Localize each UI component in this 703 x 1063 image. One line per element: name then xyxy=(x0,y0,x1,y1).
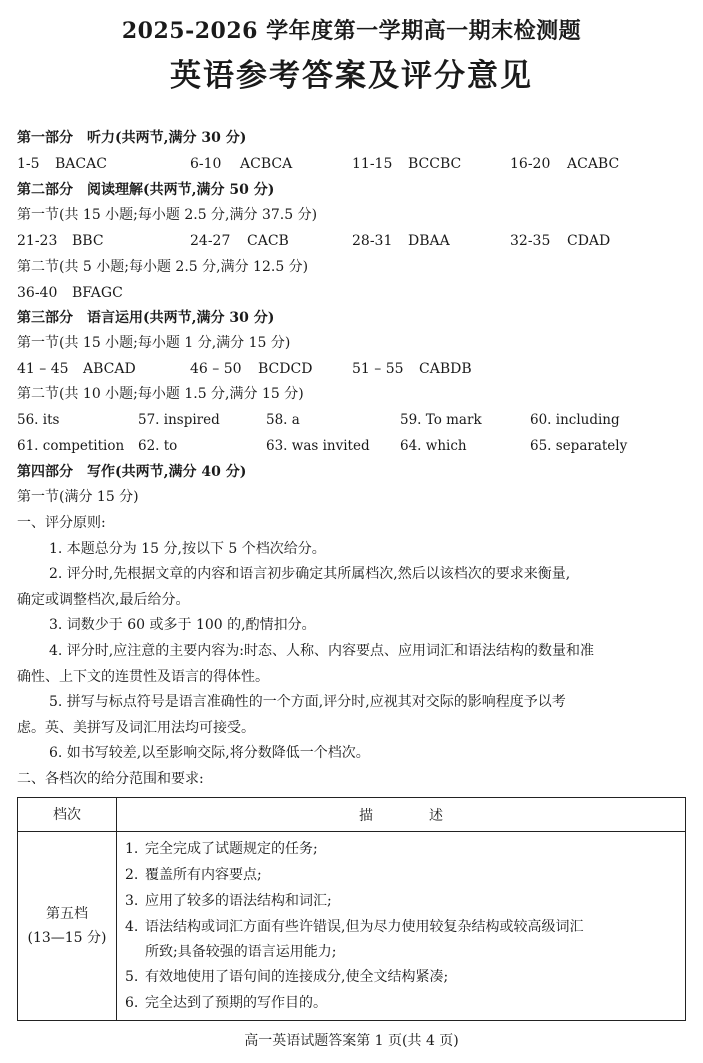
table-header-row xyxy=(18,798,686,832)
part2-section1: 第一节(共 15 小题;每小题 2.5 分,满分 37.5 分) xyxy=(17,207,318,223)
part3-section1: 第一节(共 15 小题;每小题 1 分,满分 15 分) xyxy=(17,335,291,351)
requirement-item xyxy=(123,836,685,862)
fill-answer: 64. which xyxy=(400,438,467,454)
requirement-item xyxy=(123,914,685,940)
answer-range: 41 – 45 xyxy=(17,361,69,377)
grading-table xyxy=(17,797,686,1021)
level-name: 第五档 xyxy=(46,906,88,922)
fill-answer: 62. to xyxy=(138,438,178,454)
part2-heading: 第二部分 阅读理解(共两节,满分 50 分) xyxy=(17,182,275,198)
item-number: 1. xyxy=(125,841,139,857)
item-text: 覆盖所有内容要点; xyxy=(145,867,262,883)
answer-key: BCCBC xyxy=(408,156,462,172)
item-text: 完全完成了试题规定的任务; xyxy=(145,841,318,857)
requirement-item xyxy=(123,862,685,888)
answer-range: 11-15 xyxy=(352,156,393,172)
answer-key: BACAC xyxy=(55,156,107,172)
fill-answer: 63. was invited xyxy=(266,438,370,454)
item-number: 2. xyxy=(125,867,139,883)
fill-answer: 60. including xyxy=(530,412,620,428)
answer-key: CDAD xyxy=(567,233,611,249)
item-number: 4. xyxy=(125,919,139,935)
item-text: 有效地使用了语句间的连接成分,使全文结构紧凑; xyxy=(145,969,449,985)
principle-6: 6. 如书写较差,以至影响交际,将分数降低一个档次。 xyxy=(49,745,370,761)
principle-5: 5. 拼写与标点符号是语言准确性的一个方面,评分时,应视其对交际的影响程度予以考 xyxy=(49,694,566,710)
col-level-header: 档次 xyxy=(18,798,117,832)
answer-key: CABDB xyxy=(419,361,472,377)
part4-section1: 第一节(满分 15 分) xyxy=(17,489,139,505)
answer-key: BBC xyxy=(72,233,104,249)
description-cell xyxy=(117,832,686,1021)
fill-answer: 58. a xyxy=(266,412,300,428)
ranges-heading: 二、各档次的给分范围和要求: xyxy=(17,771,204,787)
answer-range: 36-40 xyxy=(17,285,58,301)
answer-range: 21-23 xyxy=(17,233,58,249)
principle-2: 2. 评分时,先根据文章的内容和语言初步确定其所属档次,然后以该档次的要求来衡量, xyxy=(49,566,571,582)
answer-range: 46 – 50 xyxy=(190,361,242,377)
fill-answer: 59. To mark xyxy=(400,412,482,428)
item-number: 3. xyxy=(125,893,139,909)
answer-key: CACB xyxy=(247,233,289,249)
answer-range: 28-31 xyxy=(352,233,393,249)
fill-answer: 56. its xyxy=(17,412,60,428)
answer-key: ACABC xyxy=(567,156,620,172)
answer-range: 32-35 xyxy=(510,233,551,249)
principle-2-cont: 确定或调整档次,最后给分。 xyxy=(17,592,190,608)
principle-1: 1. 本题总分为 15 分,按以下 5 个档次给分。 xyxy=(49,541,326,557)
answer-key-title: 英语参考答案及评分意见 xyxy=(170,58,533,94)
part3-section2: 第二节(共 10 小题;每小题 1.5 分,满分 15 分) xyxy=(17,386,304,402)
exam-title: 2025-2026 学年度第一学期高一期末检测题 xyxy=(121,18,582,44)
fill-answer: 65. separately xyxy=(530,438,628,454)
col-description-header: 描 述 xyxy=(117,798,686,832)
answer-key: ABCAD xyxy=(83,361,136,377)
answer-key: DBAA xyxy=(408,233,450,249)
part4-heading: 第四部分 写作(共两节,满分 40 分) xyxy=(17,464,247,480)
answer-range: 1-5 xyxy=(17,156,40,172)
part3-heading: 第三部分 语言运用(共两节,满分 30 分) xyxy=(17,310,275,326)
part2-section2: 第二节(共 5 小题;每小题 2.5 分,满分 12.5 分) xyxy=(17,259,309,275)
requirement-item xyxy=(123,888,685,914)
item-number: 5. xyxy=(125,969,139,985)
table-row xyxy=(18,832,686,1021)
answer-key: BFAGC xyxy=(72,285,123,301)
requirement-item xyxy=(123,990,685,1016)
principles-heading: 一、评分原则: xyxy=(17,515,106,531)
page-footer: 高一英语试题答案第 1 页(共 4 页) xyxy=(244,1033,459,1049)
principle-5-cont: 虑。英、美拼写及词汇用法均可接受。 xyxy=(17,720,255,736)
item-text: 应用了较多的语法结构和词汇; xyxy=(145,893,332,909)
answer-key: BCDCD xyxy=(258,361,313,377)
answer-key: ACBCA xyxy=(240,156,293,172)
item-text: 语法结构或词汇方面有些许错误,但为尽力使用较复杂结构或较高级词汇 xyxy=(145,919,584,935)
fill-answer: 61. competition xyxy=(17,438,125,454)
item-text: 完全达到了预期的写作目的。 xyxy=(145,995,327,1011)
principle-4: 4. 评分时,应注意的主要内容为:时态、人称、内容要点、应用词汇和语法结构的数量和准 xyxy=(49,643,594,659)
item-number: 6. xyxy=(125,995,139,1011)
requirement-item xyxy=(123,964,685,990)
answer-range: 16-20 xyxy=(510,156,551,172)
answer-range: 6-10 xyxy=(190,156,222,172)
part1-heading: 第一部分 听力(共两节,满分 30 分) xyxy=(17,130,247,146)
level-cell xyxy=(18,832,117,1021)
answer-range: 51 – 55 xyxy=(352,361,404,377)
answer-range: 24-27 xyxy=(190,233,231,249)
principle-3: 3. 词数少于 60 或多于 100 的,酌情扣分。 xyxy=(49,617,316,633)
fill-answer: 57. inspired xyxy=(138,412,220,428)
principle-4-cont: 确性、上下文的连贯性及语言的得体性。 xyxy=(17,669,269,685)
requirement-item-cont: 所致;具备较强的语言运用能力; xyxy=(145,944,337,960)
level-range: (13—15 分) xyxy=(27,930,107,946)
